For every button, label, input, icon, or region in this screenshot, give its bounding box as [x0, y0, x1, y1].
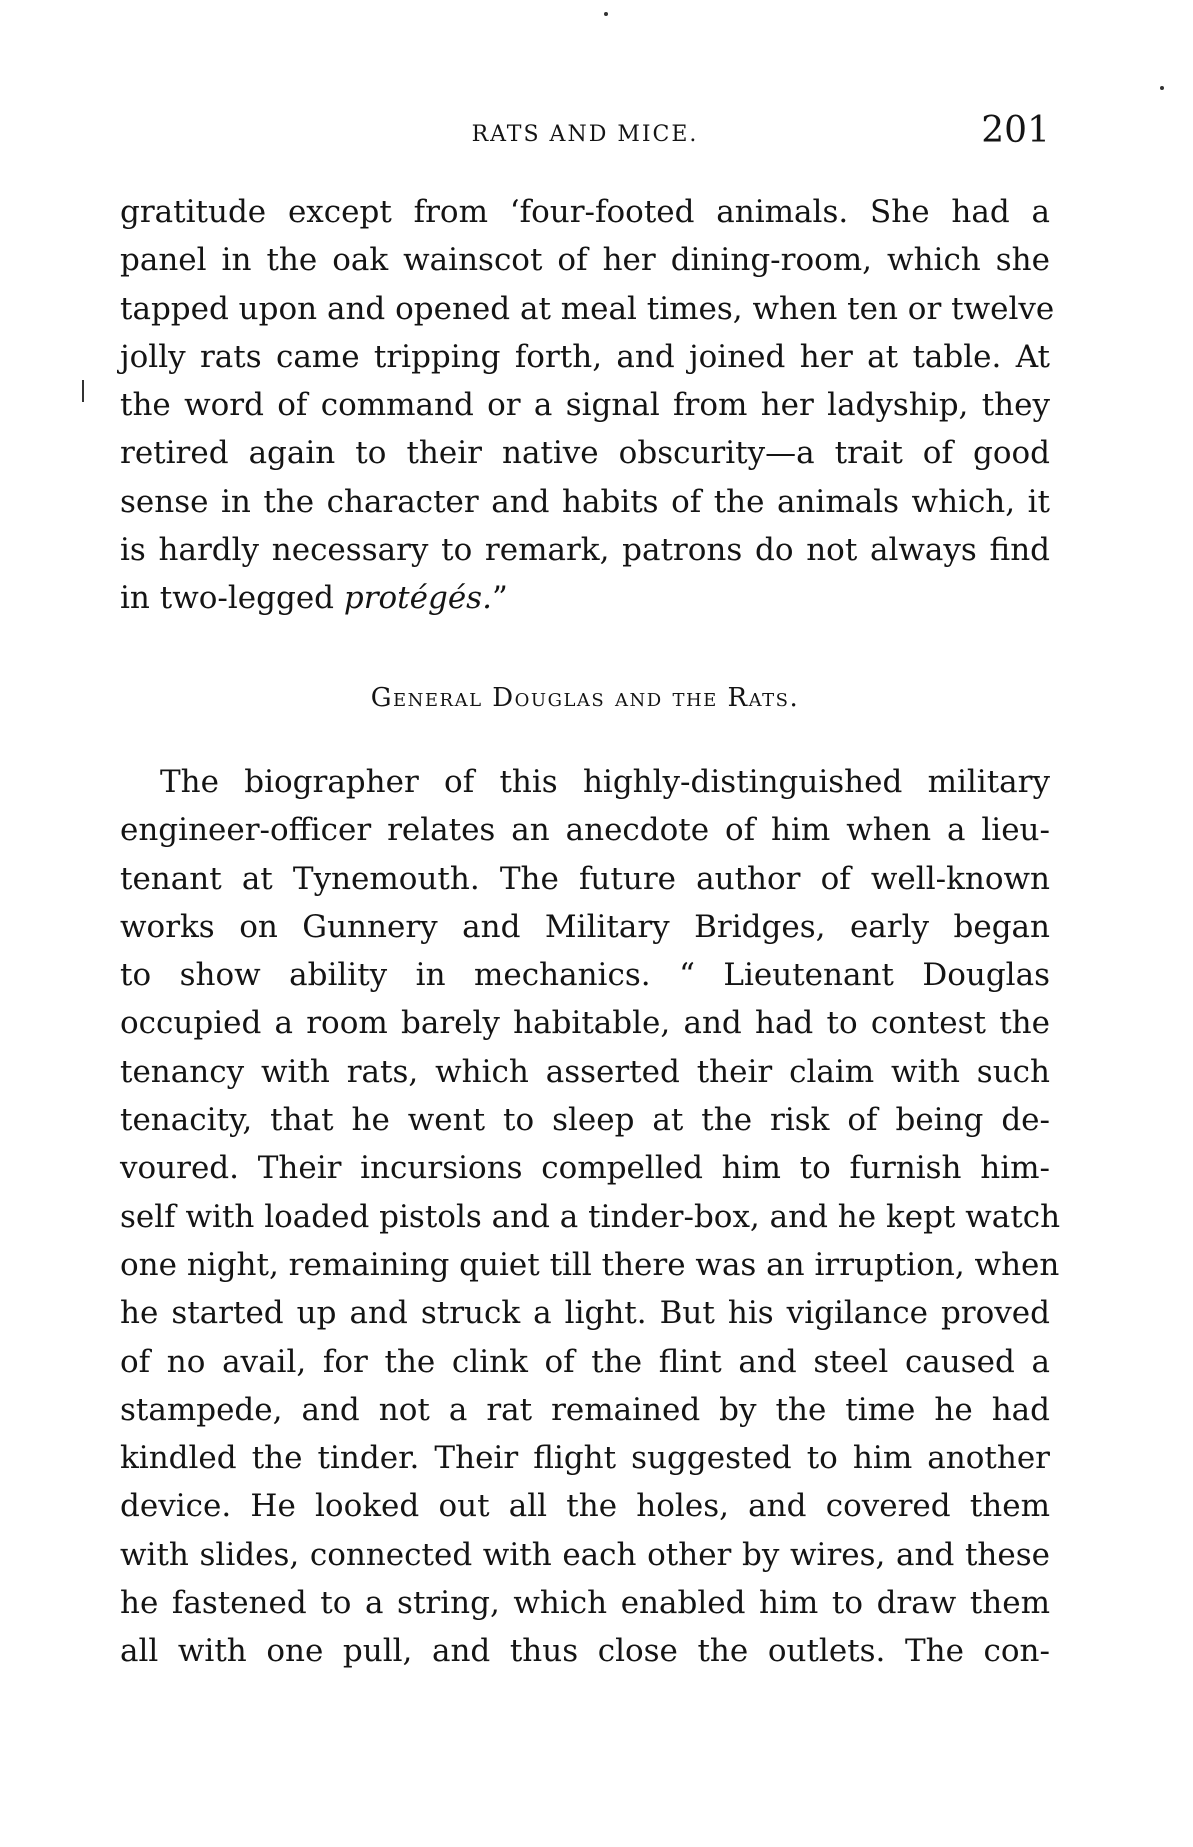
text-line: all with one pull, and thus close the outlets. The con- [120, 1633, 1050, 1670]
ink-speck [1160, 86, 1164, 90]
text-line: jolly rats came tripping forth, and joined her at table. At [120, 338, 1050, 375]
text-line: with slides, connected with each other by wires, and these [120, 1536, 1050, 1573]
text-fragment: in two-legged [120, 580, 344, 617]
closing-quote: ” [491, 580, 508, 617]
running-header [120, 110, 1050, 160]
paragraph-continuation [120, 188, 1055, 623]
text-line: of no avail, for the clink of the flint and steel caused a [120, 1343, 1050, 1380]
text-line: The biographer of this highly-distinguished military [160, 764, 1050, 800]
text-line: kindled the tinder. Their flight suggested to him another [120, 1440, 1050, 1477]
text-line: he started up and struck a light. But his vigilance proved [120, 1295, 1050, 1332]
text-line: occupied a room barely habitable, and had to contest the [120, 1005, 1050, 1042]
section-heading: General Douglas and the Rats. [370, 683, 800, 713]
text-line: works on Gunnery and Military Bridges, early began [120, 908, 1050, 945]
text-line: panel in the oak wainscot of her dining-room, which she [120, 242, 1050, 279]
text-line: tenacity, that he went to sleep at the risk of being de- [120, 1102, 1050, 1139]
text-line: to show ability in mechanics. “ Lieutenant Douglas [120, 957, 1050, 994]
text-line: tapped upon and opened at meal times, when ten or twelve [120, 290, 1055, 327]
text-line: engineer-officer relates an anecdote of him when a lieu- [120, 812, 1050, 849]
text-line: retired again to their native obscurity—a trait of good [120, 435, 1050, 472]
paragraph-anecdote [120, 758, 1061, 1676]
italic-word: protégés. [343, 580, 492, 617]
margin-mark [82, 380, 84, 402]
text-line: the word of command or a signal from her ladyship, they [120, 387, 1050, 424]
page-number: 201 [981, 110, 1050, 151]
text-line: voured. Their incursions compelled him to furnish him- [120, 1150, 1050, 1187]
text-line: tenancy with rats, which asserted their claim with such [120, 1053, 1050, 1090]
text-line: stampede, and not a rat remained by the time he had [120, 1391, 1050, 1428]
text-line: sense in the character and habits of the animals which, it [120, 483, 1050, 520]
text-line: gratitude except from ‘four-footed animals. She had a [120, 194, 1050, 230]
ink-speck [604, 12, 608, 16]
text-line: self with loaded pistols and a tinder-box, and he kept watch [120, 1198, 1061, 1235]
text-line: one night, remaining quiet till there was an irruption, when [120, 1246, 1060, 1283]
text-line-last [120, 574, 1050, 622]
text-line: is hardly necessary to remark, patrons do not always find [120, 532, 1050, 569]
text-line: device. He looked out all the holes, and covered them [120, 1488, 1050, 1525]
text-line: he fastened to a string, which enabled him to draw them [120, 1585, 1050, 1622]
running-title: RATS AND MICE. [471, 122, 699, 147]
text-line: tenant at Tynemouth. The future author of well-known [120, 860, 1050, 897]
